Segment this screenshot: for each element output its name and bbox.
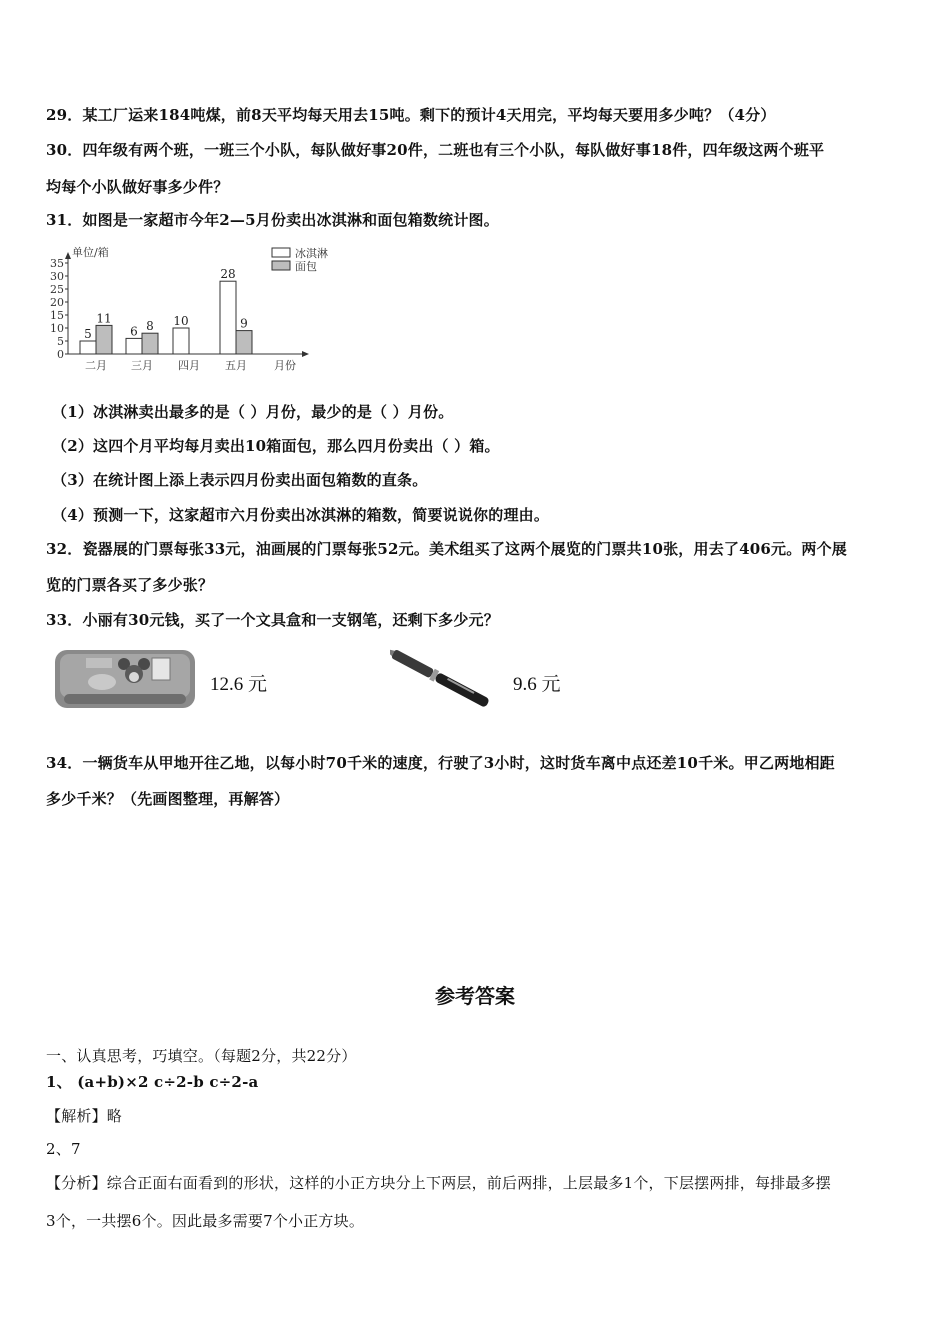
- y-tick-label: 20: [50, 296, 64, 309]
- x-axis-label: 月份: [274, 359, 296, 372]
- bar-ice-cream: [80, 341, 96, 354]
- answer-2-analysis-line1: 【分析】综合正面右面看到的形状，这样的小正方块分上下两层，前后两排，上层最多1个，下层摆两排，每排最多摆: [46, 1174, 831, 1192]
- question-32-line1: 32．瓷器展的门票每张33元，油画展的门票每张52元。美术组买了这两个展览的门票共10张，用去了406元。两个展: [46, 540, 848, 558]
- question-31: 31．如图是一家超市今年2—5月份卖出冰淇淋和面包箱数统计图。: [46, 211, 499, 229]
- answer-1-note: 【解析】略: [46, 1107, 123, 1125]
- y-tick-label: 35: [50, 257, 64, 270]
- bar-ice-cream: [220, 281, 236, 354]
- bar-value-label: 10: [173, 314, 189, 328]
- pen-price: 9.6 元: [513, 674, 561, 695]
- answer-2-analysis-line2: 3个，一共摆6个。因此最多需要7个小正方块。: [46, 1212, 365, 1230]
- answer-section-1: 一、认真思考，巧填空。（每题2分，共22分）: [46, 1047, 357, 1065]
- bar-value-label: 11: [96, 311, 112, 326]
- y-axis-label: 单位/箱: [72, 246, 109, 259]
- bar-value-label: 28: [220, 267, 236, 282]
- answer-2: 2、7: [46, 1140, 81, 1158]
- y-tick-label: 10: [50, 322, 64, 335]
- bar-bread: [96, 325, 112, 354]
- question-31-part2: （2）这四个月平均每月卖出10箱面包，那么四月份卖出（ ）箱。: [52, 437, 500, 455]
- question-30-line2: 均每个小队做好事多少件？: [46, 178, 229, 196]
- question-34-line2: 多少千米？（先画图整理，再解答）: [46, 790, 290, 808]
- pencil-box-image: [52, 646, 200, 712]
- bar-chart: [40, 238, 350, 378]
- answer-1: 1、 (a+b)×2 c÷2-b c÷2-a: [46, 1073, 259, 1091]
- bar-value-label: 9: [240, 316, 248, 331]
- pencil-box-price: 12.6 元: [210, 674, 268, 695]
- y-tick-label: 5: [57, 335, 64, 348]
- x-axis-arrow: [302, 351, 309, 357]
- question-31-part3: （3）在统计图上添上表示四月份卖出面包箱数的直条。: [52, 471, 428, 489]
- question-31-part4: （4）预测一下，这家超市六月份卖出冰淇淋的箱数，简要说说你的理由。: [52, 506, 550, 524]
- bar-value-label: 8: [146, 319, 154, 334]
- y-tick-label: 25: [50, 283, 64, 296]
- question-29: 29．某工厂运来184吨煤，前8天平均每天用去15吨。剩下的预计4天用完，平均每天要用多少吨？（4分）: [46, 106, 776, 124]
- legend-swatch-bread: [272, 261, 290, 270]
- legend-label: 冰淇淋: [295, 247, 328, 260]
- bar-bread: [142, 333, 158, 354]
- bar-ice-cream: [126, 338, 142, 354]
- legend-label: 面包: [295, 260, 317, 273]
- x-tick-label: 三月: [131, 359, 153, 372]
- question-30-line1: 30．四年级有两个班，一班三个小队，每队做好事20件，二班也有三个小队，每队做好事18件，四年级这两个班平: [46, 141, 825, 159]
- y-axis-arrow: [65, 252, 71, 259]
- y-tick-label: 0: [57, 348, 64, 361]
- bar-value-label: 5: [84, 327, 92, 341]
- bar-bread: [236, 331, 252, 354]
- question-33: 33．小丽有30元钱，买了一个文具盒和一支钢笔，还剩下多少元？: [46, 611, 499, 629]
- fountain-pen-image: [390, 648, 505, 716]
- question-32-line2: 览的门票各买了多少张？: [46, 576, 214, 594]
- answer-title: 参考答案: [435, 984, 515, 1008]
- bar-ice-cream: [173, 328, 189, 354]
- y-tick-label: 15: [50, 309, 64, 322]
- y-tick-label: 30: [50, 270, 64, 283]
- legend-swatch-ice-cream: [272, 248, 290, 257]
- bar-value-label: 6: [130, 324, 138, 339]
- x-tick-label: 四月: [178, 359, 200, 372]
- question-34-line1: 34．一辆货车从甲地开往乙地，以每小时70千米的速度，行驶了3小时，这时货车离中点还差10千米。甲乙两地相距: [46, 754, 835, 772]
- x-tick-label: 二月: [85, 359, 107, 372]
- x-tick-label: 五月: [225, 359, 247, 372]
- question-31-part1: （1）冰淇淋卖出最多的是（ ）月份，最少的是（ ）月份。: [52, 403, 454, 421]
